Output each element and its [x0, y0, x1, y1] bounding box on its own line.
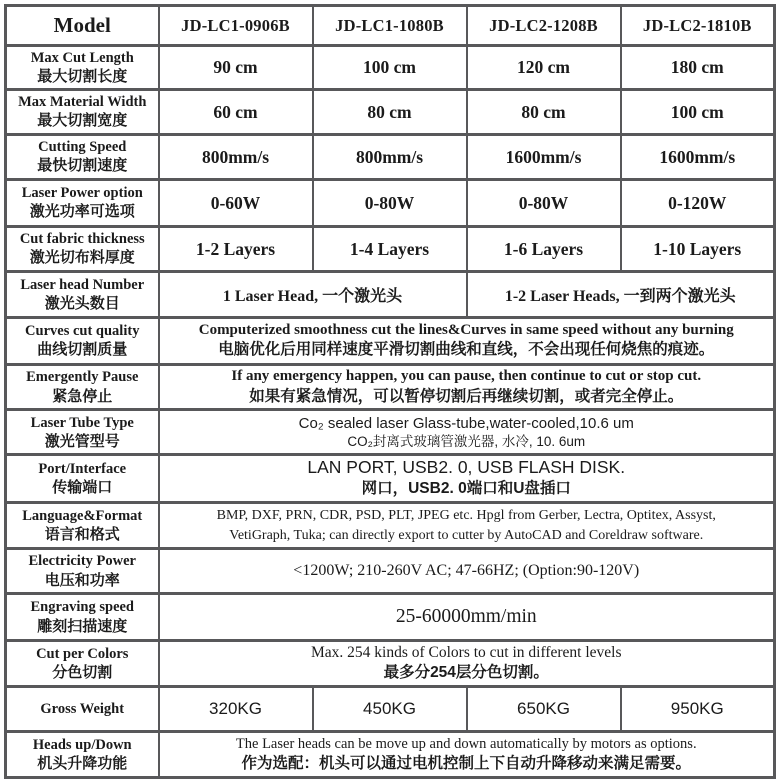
row-label [6, 46, 159, 90]
spec-cell [159, 503, 775, 549]
row-label [6, 732, 159, 778]
spec-line-en: Co₂ sealed laser Glass-tube,water-cooled,10.6 um [298, 414, 634, 432]
row-label-zh: 最大切割宽度 [37, 112, 128, 130]
value-cell: 80 cm [313, 90, 467, 135]
value-cell: 100 cm [621, 90, 775, 135]
table-row [6, 410, 775, 455]
value-cell: 1-2 Laser Heads, 一到两个激光头 [467, 272, 775, 318]
row-label-zh: 分色切割 [52, 664, 113, 682]
value-cell: 450KG [313, 687, 467, 732]
spec-cell [159, 455, 775, 503]
row-label-en: Engraving speed [30, 599, 135, 616]
spec-cell [159, 318, 775, 365]
model-cell: JD-LC1-1080B [313, 6, 467, 46]
row-label-en: Max Material Width [18, 94, 147, 111]
row-label-zh: 激光切布料厚度 [29, 249, 135, 267]
row-label-en: Max Cut Length [30, 49, 134, 66]
table-row [6, 227, 775, 272]
row-label [6, 227, 159, 272]
value-cell: 1-6 Layers [467, 227, 621, 272]
spec-cell [159, 365, 775, 410]
value-cell: 80 cm [467, 90, 621, 135]
table-row [6, 641, 775, 687]
row-label-en: Laser Power option [21, 185, 143, 202]
table-row [6, 272, 775, 318]
header-row [6, 6, 775, 46]
value-cell: 800mm/s [159, 135, 313, 180]
spec-cell [159, 641, 775, 687]
row-label-en: Electricity Power [28, 553, 136, 570]
row-label [6, 318, 159, 365]
table-row [6, 365, 775, 410]
row-label [6, 272, 159, 318]
row-label-en: Laser head Number [20, 276, 145, 293]
table-row [6, 455, 775, 503]
row-label [6, 365, 159, 410]
table-row [6, 503, 775, 549]
spec-table [4, 4, 776, 779]
row-label-zh: 曲线切割质量 [37, 341, 128, 359]
spec-cell [159, 732, 775, 778]
value-cell: 320KG [159, 687, 313, 732]
value-cell: 1-2 Layers [159, 227, 313, 272]
row-label-en: Cutting Speed [38, 139, 127, 156]
spec-line-en: <1200W; 210-260V AC; 47-66HZ; (Option:90-120V) [293, 562, 640, 580]
row-label-en: Port/Interface [38, 461, 127, 477]
value-cell: 180 cm [621, 46, 775, 90]
value-cell: 0-60W [159, 180, 313, 227]
row-label-en: Curves cut quality [25, 323, 140, 340]
table-row [6, 180, 775, 227]
row-label-zh: 最大切割长度 [37, 67, 128, 85]
value-cell: 950KG [621, 687, 775, 732]
value-cell: 120 cm [467, 46, 621, 90]
spec-line-en: The Laser heads can be move up and down automatically by motors as options. [235, 735, 697, 752]
spec-line-en: If any emergency happen, you can pause, then continue to cut or stop cut. [231, 368, 702, 384]
row-label [6, 641, 159, 687]
value-cell: 1-4 Layers [313, 227, 467, 272]
row-label-en: Heads up/Down [32, 736, 132, 753]
table-row [6, 687, 775, 732]
model-header-cell: Model [6, 6, 159, 46]
table-row [6, 318, 775, 365]
spec-line-en: Max. 254 kinds of Colors to cut in different levels [310, 644, 622, 662]
spec-line-zh: 作为选配：机头可以通过电机控制上下自动升降移动来满足需要。 [241, 754, 691, 772]
table-row [6, 90, 775, 135]
value-cell: 0-80W [467, 180, 621, 227]
value-cell: 90 cm [159, 46, 313, 90]
table-row [6, 594, 775, 641]
spec-line-en: 25-60000mm/min [395, 606, 537, 628]
row-label-en: Emergently Pause [26, 369, 139, 386]
row-label-zh: 紧急停止 [52, 387, 113, 405]
row-label-zh: 激光头数目 [44, 294, 120, 312]
row-label-zh: 最快切割速度 [37, 157, 128, 175]
value-cell: 1600mm/s [467, 135, 621, 180]
value-cell: 60 cm [159, 90, 313, 135]
spec-line-zh: 网口，USB2. 0端口和U盘插口 [361, 480, 571, 498]
row-label-en: Language&Format [22, 507, 143, 524]
spec-cell [159, 549, 775, 594]
row-label [6, 135, 159, 180]
value-cell: 650KG [467, 687, 621, 732]
row-label-zh: 激光管型号 [44, 432, 120, 450]
row-label [6, 503, 159, 549]
row-label-en: Cut fabric thickness [19, 231, 145, 248]
value-cell: 100 cm [313, 46, 467, 90]
model-cell: JD-LC2-1810B [621, 6, 775, 46]
row-label-zh: 机头升降功能 [37, 755, 128, 773]
row-label-zh: 传输端口 [52, 479, 113, 497]
row-label-zh: 激光功率可选项 [29, 203, 135, 221]
value-cell: 0-80W [313, 180, 467, 227]
value-cell: 1600mm/s [621, 135, 775, 180]
spec-cell [159, 410, 775, 455]
spec-line-zh: 如果有紧急情况，可以暂停切割后再继续切割，或者完全停止。 [249, 387, 684, 405]
row-label [6, 180, 159, 227]
value-cell: 1-10 Layers [621, 227, 775, 272]
value-cell: 0-120W [621, 180, 775, 227]
row-label-en: Cut per Colors [36, 645, 129, 662]
spec-line-zh: 最多分254层分色切割。 [383, 664, 549, 682]
value-cell: 1 Laser Head, 一个激光头 [159, 272, 467, 318]
row-label-zh: 电压和功率 [44, 571, 120, 589]
row-label-zh: 雕刻扫描速度 [37, 617, 128, 635]
table-row [6, 46, 775, 90]
model-cell: JD-LC1-0906B [159, 6, 313, 46]
table-row [6, 732, 775, 778]
row-label-zh: 语言和格式 [44, 526, 120, 544]
value-cell: 800mm/s [313, 135, 467, 180]
spec-line-zh: 电脑优化后用同样速度平滑切割曲线和直线，不会出现任何烧焦的痕迹。 [218, 341, 715, 359]
row-label-en: Gross Weight [40, 701, 125, 718]
table-row [6, 135, 775, 180]
row-label [6, 455, 159, 503]
spec-line-en: LAN PORT, USB2. 0, USB FLASH DISK. [307, 457, 626, 478]
row-label [6, 687, 159, 732]
row-label [6, 549, 159, 594]
spec-cell [159, 594, 775, 641]
model-cell: JD-LC2-1208B [467, 6, 621, 46]
table-row [6, 549, 775, 594]
row-label-en: Laser Tube Type [30, 414, 134, 431]
spec-line-en2: VetiGraph, Tuka; can directly export to cutter by AutoCAD and Coreldraw software. [229, 527, 704, 543]
row-label [6, 90, 159, 135]
row-label [6, 410, 159, 455]
row-label [6, 594, 159, 641]
spec-line-en: Computerized smoothness cut the lines&Curves in same speed without any burning [198, 321, 734, 338]
spec-line-zh: CO₂封离式玻璃管激光器, 水冷, 10. 6um [347, 434, 586, 450]
spec-line-en: BMP, DXF, PRN, CDR, PSD, PLT, JPEG etc. Hpgl from Gerber, Lectra, Optitex, Assyst, [216, 508, 716, 524]
